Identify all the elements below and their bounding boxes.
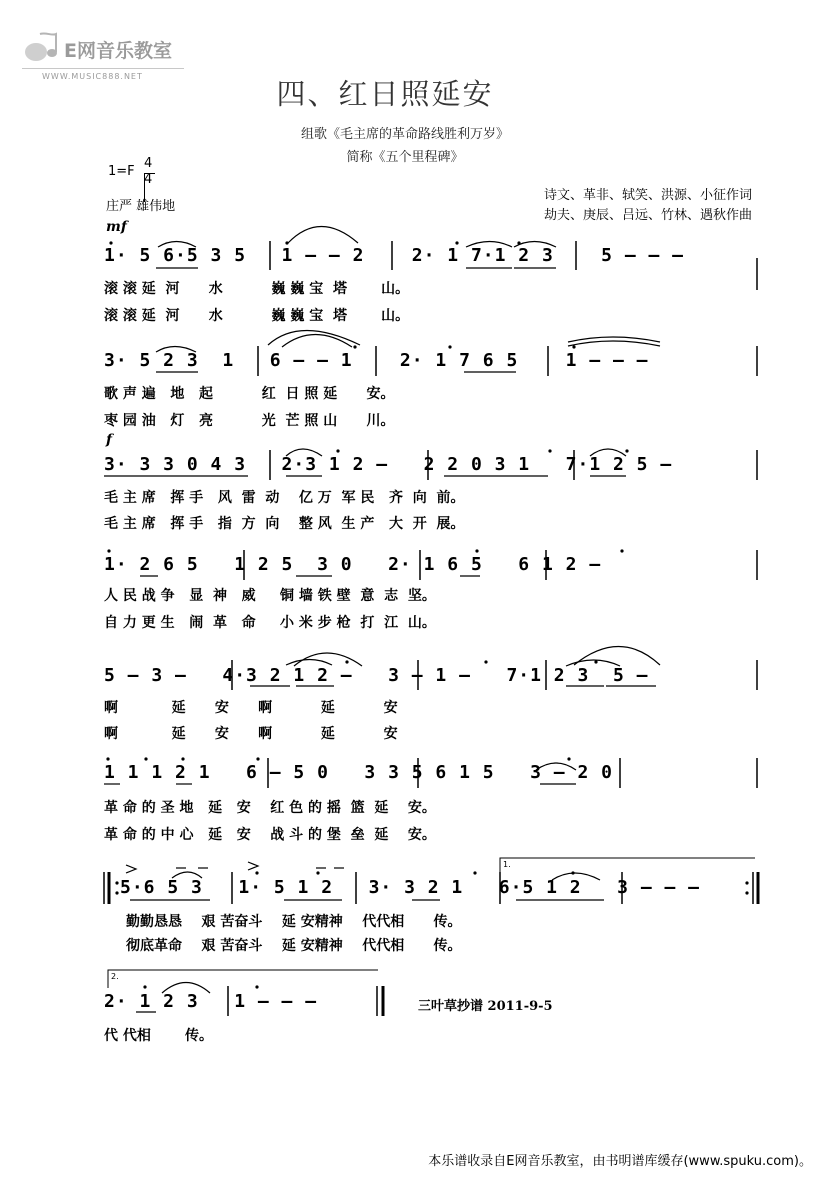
lyric-row-1-verse-2: 滚 滚 延 河 水 巍 巍 宝 塔 山。 (104, 308, 410, 324)
page-footer: 本乐谱收录自E网音乐教室，由书明谱库缓存(www.spuku.com)。 (428, 1154, 812, 1169)
underlines (104, 268, 656, 1012)
subtitle-alias: 简称《五个里程碑》 (346, 150, 464, 165)
notation-row-3: 3· 3 3 0 4 3 2·3 1 2 – 2 2 0 3 1 7·1 2 5 – (104, 454, 673, 475)
dynamic-f: f (106, 432, 113, 448)
meter-bottom: 4 (144, 172, 153, 187)
lyric-row-8-verse-1: 代 代相 传。 (104, 1028, 213, 1044)
lyric-row-3-verse-2: 毛 主 席 挥 手 指 方 向 整 风 生 产 大 开 展。 (104, 516, 465, 532)
dynamic-mf: mf (106, 219, 127, 235)
logo-divider (22, 68, 184, 69)
composer-credit: 劫夫、庚辰、吕远、竹林、遇秋作曲 (543, 208, 752, 223)
song-title: 四、红日照延安 (276, 77, 494, 111)
notation-row-2: 3· 5 2 3 1 6 – – 1 2· 1 7 6 5 1 – – – (104, 350, 649, 371)
lyric-row-7-verse-1: 勤勤恳恳 艰 苦奋斗 延 安精神 代代相 传。 (126, 914, 462, 930)
notation-row-4: 1· 2 6 5 1 2 5 3 0 2· 1 6 5 6 1 2 – (104, 554, 602, 575)
notation-row-7: 5·6 5 3 1· 5 1 2 3· 3 2 1 6·5 1 2 3 – – – (120, 877, 701, 898)
svg-text:1.: 1. (503, 860, 511, 869)
tempo-marking: 庄严 雄伟地 (106, 199, 176, 214)
key-signature: 1=F (108, 164, 135, 179)
notation-row-8: 2· 1 2 3 1 – – – (104, 991, 318, 1012)
logo-url: WWW.MUSIC888.NET (42, 72, 143, 81)
lyric-row-6-verse-1: 革 命 的 圣 地 延 安 红 色 的 摇 篮 延 安。 (104, 800, 436, 816)
music-note-logo-icon (22, 30, 62, 64)
lyric-row-3-verse-1: 毛 主 席 挥 手 风 雷 动 亿 万 军 民 齐 向 前。 (104, 490, 465, 506)
lyric-row-6-verse-2: 革 命 的 中 心 延 安 战 斗 的 堡 垒 延 安。 (104, 827, 436, 843)
lyric-row-2-verse-2: 枣 园 油 灯 亮 光 芒 照 山 川。 (104, 413, 395, 429)
transcriber-note: 三叶草抄谱 2011-9-5 (418, 999, 553, 1014)
notation-row-1: 1· 5 6·5 3 5 1 – – 2 2· 1 7·1 2 3 5 – – – (104, 245, 685, 266)
lyric-row-5-verse-2: 啊 延 安 啊 延 安 (104, 726, 398, 742)
lyric-row-7-verse-2: 彻底革命 艰 苦奋斗 延 安精神 代代相 传。 (126, 938, 462, 954)
accent-marks (126, 862, 344, 873)
lyric-row-5-verse-1: 啊 延 安 啊 延 安 (104, 700, 398, 716)
logo-name: E网音乐教室 (64, 40, 172, 62)
subtitle-suite: 组歌《毛主席的革命路线胜利万岁》 (300, 127, 509, 142)
meter-top: 4 (144, 156, 153, 171)
lyric-row-4-verse-1: 人 民 战 争 显 神 威 铜 墙 铁 壁 意 志 坚。 (104, 588, 436, 604)
lyricist-credit: 诗文、革非、轼笑、洪源、小征作词 (543, 188, 752, 203)
notation-row-5: 5 – 3 – 4·3 2 1 2 – 3 – 1 – 7·1 2 3 5 – (104, 665, 649, 686)
svg-text:2.: 2. (111, 972, 119, 981)
lyric-row-1-verse-1: 滚 滚 延 河 水 巍 巍 宝 塔 山。 (104, 281, 410, 297)
notation-row-6: 1 1 1 2 1 6 – 5 0 3 3 5 6 1 5 3 – 2 0 (104, 762, 613, 783)
time-signature (144, 156, 152, 188)
lyric-row-4-verse-2: 自 力 更 生 闹 革 命 小 米 步 枪 打 江 山。 (104, 615, 436, 631)
lyric-row-2-verse-1: 歌 声 遍 地 起 红 日 照 延 安。 (104, 386, 395, 402)
